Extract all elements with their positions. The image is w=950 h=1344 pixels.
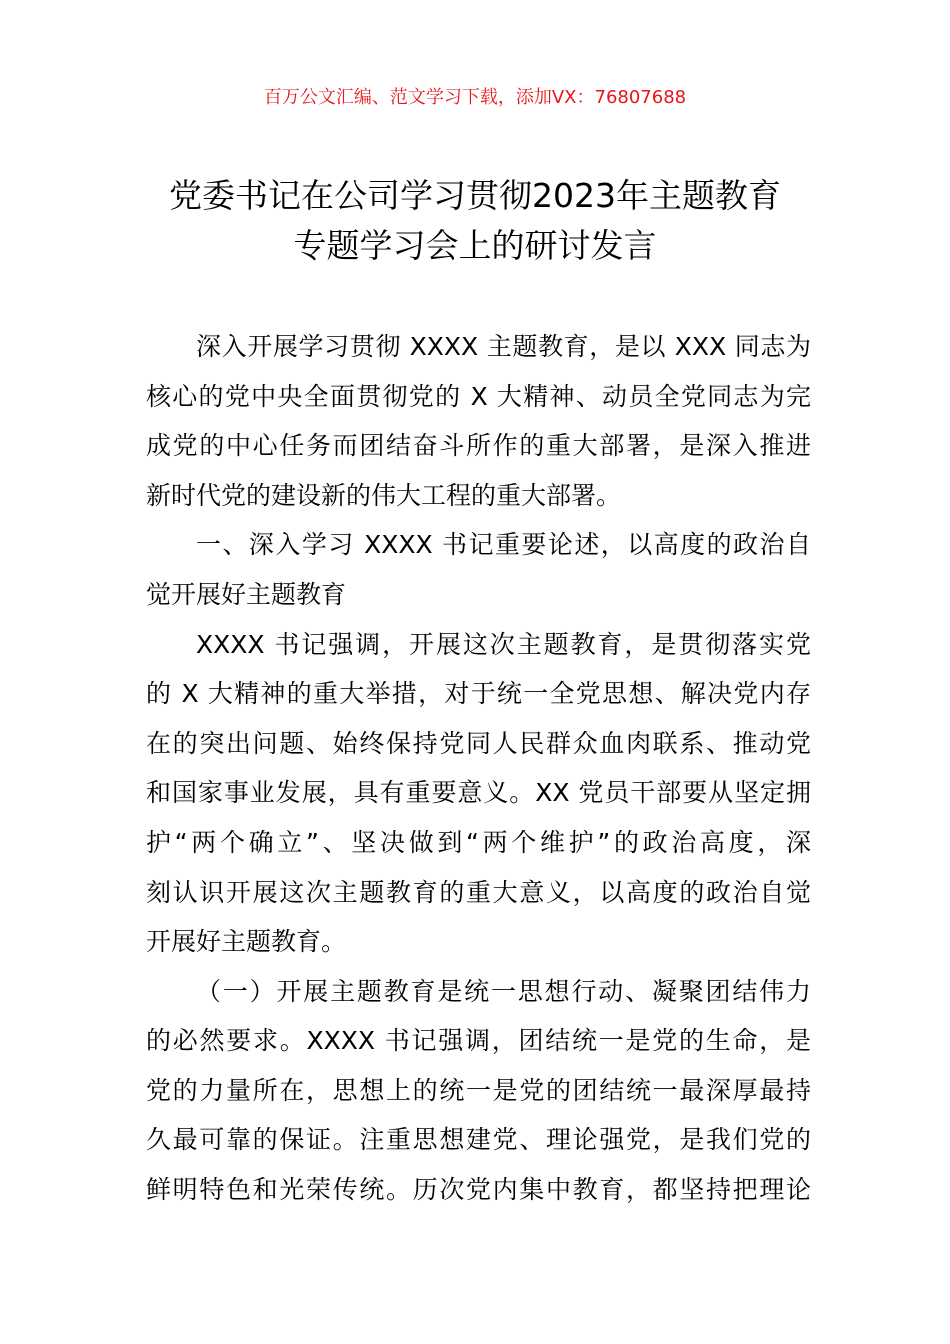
body-line: 鲜明特色和光荣传统。历次党内集中教育，都坚持把理论 — [146, 1175, 811, 1204]
body-line: （一）开展主题教育是统一思想行动、凝聚团结伟力 — [196, 977, 811, 1006]
body-line: 的必然要求。XXXX 书记强调，团结统一是党的生命，是 — [146, 1026, 811, 1055]
section-heading-line: 觉开展好主题教育 — [146, 580, 347, 609]
body-line: 的 X 大精神的重大举措，对于统一全党思想、解决党内存 — [146, 679, 811, 708]
body-line: 在的突出问题、始终保持党同人民群众血肉联系、推动党 — [146, 729, 811, 758]
body-line: 深入开展学习贯彻 XXXX 主题教育，是以 XXX 同志为 — [196, 332, 811, 361]
section-heading-line: 一、深入学习 XXXX 书记重要论述，以高度的政治自 — [196, 530, 811, 559]
body-line: 刻认识开展这次主题教育的重大意义，以高度的政治自觉 — [146, 878, 811, 907]
body-line: 和国家事业发展，具有重要意义。XX 党员干部要从坚定拥 — [146, 778, 811, 807]
document-title-line-1: 党委书记在公司学习贯彻2023年主题教育 — [169, 176, 781, 215]
body-line: 久最可靠的保证。注重思想建党、理论强党，是我们党的 — [146, 1125, 811, 1154]
body-line: XXXX 书记强调，开展这次主题教育，是贯彻落实党 — [196, 630, 811, 659]
download-banner: 百万公文汇编、范文学习下载，添加VX：76807688 — [263, 87, 687, 108]
body-line: 开展好主题教育。 — [146, 927, 347, 956]
body-line: 成党的中心任务而团结奋斗所作的重大部署，是深入推进 — [146, 431, 811, 460]
body-line: 护“两个确立”、坚决做到“两个维护”的政治高度，深 — [146, 828, 811, 857]
document-title-line-2: 专题学习会上的研讨发言 — [293, 226, 657, 265]
body-line: 新时代党的建设新的伟大工程的重大部署。 — [146, 481, 622, 510]
body-line: 核心的党中央全面贯彻党的 X 大精神、动员全党同志为完 — [146, 382, 811, 411]
body-line: 党的力量所在，思想上的统一是党的团结统一最深厚最持 — [146, 1076, 811, 1105]
